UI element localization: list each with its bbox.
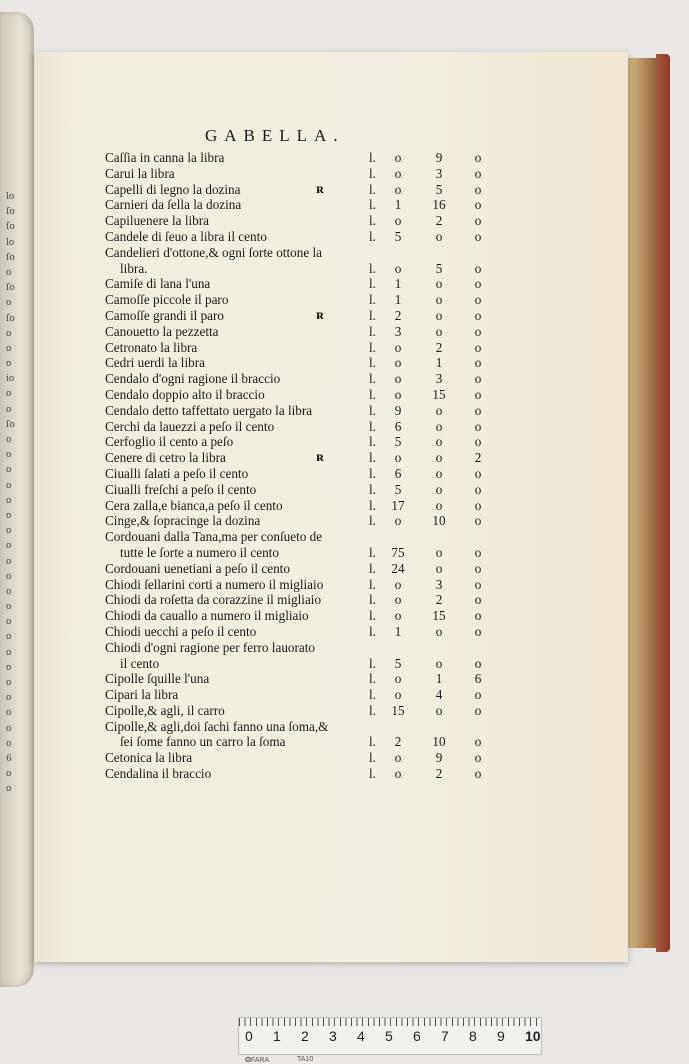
tariff-row (0, 687, 689, 703)
lire-marker: l. (369, 260, 376, 276)
value-soldi: 2 (435, 339, 443, 355)
item-name: Cendalo d'ogni ragione il braccio (105, 371, 281, 387)
value-denari: o (474, 276, 482, 292)
lire-marker: l. (369, 702, 376, 718)
margin-mark: o (6, 556, 12, 567)
margin-mark: o (6, 723, 12, 734)
lire-marker: l. (369, 339, 376, 355)
ruler-brand: ✪FARA (245, 1057, 270, 1064)
value-lire: o (394, 213, 402, 229)
tariff-row (0, 387, 689, 403)
tariff-row (0, 166, 689, 182)
item-name: Cetronato la libra (105, 339, 198, 355)
lire-marker: l. (369, 292, 376, 308)
margin-mark: o (6, 571, 12, 582)
margin-mark: o (6, 404, 12, 415)
value-denari: o (474, 181, 482, 197)
lire-marker: l. (369, 560, 376, 576)
item-name: Carui la libra (105, 165, 175, 181)
margin-mark: o (6, 617, 12, 628)
value-soldi: o (435, 481, 443, 497)
value-lire: o (394, 339, 402, 355)
tariff-row (0, 734, 689, 750)
tariff-row (0, 197, 689, 213)
value-soldi: 3 (435, 371, 443, 387)
ruler-number: 8 (469, 1028, 477, 1044)
item-name: tutte le ſorte a numero il cento (120, 544, 279, 560)
lire-marker: l. (369, 671, 376, 687)
margin-mark: o (6, 298, 12, 309)
value-lire: 5 (394, 481, 402, 497)
value-lire: 6 (394, 465, 402, 481)
value-soldi: 15 (432, 386, 446, 402)
value-lire: 6 (394, 418, 402, 434)
value-soldi: 2 (435, 766, 443, 782)
tariff-row (0, 434, 689, 450)
tariff-list (0, 150, 689, 782)
value-soldi: 5 (435, 260, 443, 276)
lire-marker: l. (369, 371, 376, 387)
value-soldi: o (435, 307, 443, 323)
value-soldi: o (435, 292, 443, 308)
value-soldi: 9 (435, 750, 443, 766)
value-soldi: 16 (432, 197, 446, 213)
lire-marker: l. (369, 434, 376, 450)
lire-marker: l. (369, 544, 376, 560)
item-name: Cinge,& ſopracinge la dozina (105, 513, 261, 529)
value-denari: o (474, 592, 482, 608)
ruler-number: 7 (441, 1028, 449, 1044)
value-soldi: 15 (432, 608, 446, 624)
ruler-number: 2 (301, 1028, 309, 1044)
margin-mark: o (6, 328, 12, 339)
lire-marker: l. (369, 228, 376, 244)
lire-marker: l. (369, 197, 376, 213)
margin-mark: o (6, 693, 12, 704)
item-name: Chiodi uecchi a peſo il cento (105, 623, 257, 639)
margin-mark: ſo (6, 283, 15, 294)
ruler-ticks (239, 1018, 541, 1026)
tariff-row (0, 245, 689, 261)
margin-mark: ſo (6, 313, 15, 324)
value-denari: o (474, 371, 482, 387)
margin-mark: o (6, 480, 12, 491)
value-soldi: o (435, 497, 443, 513)
margin-mark: o (6, 678, 12, 688)
value-soldi: o (435, 655, 443, 671)
lire-marker: l. (369, 687, 376, 703)
tariff-row (0, 656, 689, 672)
lire-marker: l. (369, 750, 376, 766)
item-name: Candele di ſeuo a libra il cento (105, 228, 267, 244)
page-heading: GABELLA. (205, 126, 345, 145)
item-name: Cordouani uenetiani a peſo il cento (105, 560, 290, 576)
value-lire: 1 (394, 623, 402, 639)
value-soldi: o (435, 402, 443, 418)
value-soldi: o (435, 228, 443, 244)
value-denari: o (474, 434, 482, 450)
lire-marker: l. (369, 481, 376, 497)
item-name: Cerfoglio il cento a peſo (105, 434, 234, 450)
tariff-row (0, 577, 689, 593)
margin-mark: o (6, 769, 12, 780)
value-lire: o (394, 671, 402, 687)
tariff-row (0, 229, 689, 245)
lire-marker: l. (369, 402, 376, 418)
tariff-row (0, 340, 689, 356)
value-lire: o (394, 260, 402, 276)
value-soldi: o (435, 465, 443, 481)
ruler-number: 5 (385, 1028, 393, 1044)
value-lire: o (394, 450, 402, 466)
ruler-number: 0 (245, 1028, 253, 1044)
value-denari: o (474, 734, 482, 750)
value-lire: o (394, 766, 402, 782)
item-name: Cedri uerdi la libra (105, 355, 205, 371)
value-lire: 75 (391, 544, 405, 560)
lire-marker: l. (369, 608, 376, 624)
ruler-number: 1 (273, 1028, 281, 1044)
item-name: libra. (120, 260, 148, 276)
value-denari: o (474, 402, 482, 418)
value-denari: o (474, 608, 482, 624)
tariff-row (0, 640, 689, 656)
lire-marker: l. (369, 181, 376, 197)
margin-mark: ſo (6, 222, 15, 233)
tariff-row (0, 261, 689, 277)
value-denari: o (474, 213, 482, 229)
tariff-row (0, 624, 689, 640)
value-lire: o (394, 355, 402, 371)
tariff-row (0, 324, 689, 340)
margin-mark: io (6, 374, 15, 385)
value-denari: o (474, 260, 482, 276)
value-soldi: 3 (435, 165, 443, 181)
margin-mark: lo (6, 192, 15, 202)
tariff-row (0, 150, 689, 166)
tariff-row (0, 276, 689, 292)
tariff-row (0, 466, 689, 482)
ruler-number: 9 (497, 1028, 505, 1044)
lire-marker: l. (369, 513, 376, 529)
value-lire: 5 (394, 228, 402, 244)
margin-mark: o (6, 465, 12, 476)
item-name: Caſſia in canna la libra (105, 150, 225, 165)
scale-ruler (238, 1017, 542, 1064)
value-denari: o (474, 307, 482, 323)
value-denari: o (474, 228, 482, 244)
value-soldi: o (435, 418, 443, 434)
lire-marker: l. (369, 655, 376, 671)
value-soldi: o (435, 434, 443, 450)
item-name: Candelieri d'ottone,& ogni ſorte ottone la (105, 244, 322, 260)
ruler-code: TA10 (297, 1056, 314, 1063)
value-lire: o (394, 181, 402, 197)
item-name: Cenere di cetro la libra (105, 450, 226, 466)
value-lire: 1 (394, 292, 402, 308)
ruler-number: 4 (357, 1028, 365, 1044)
value-denari: o (474, 292, 482, 308)
value-denari: o (474, 165, 482, 181)
item-name: Cendalo doppio alto il braccio (105, 386, 265, 402)
value-lire: 2 (394, 734, 402, 750)
value-soldi: 3 (435, 576, 443, 592)
item-name: il cento (120, 655, 160, 671)
ruler-number: 6 (413, 1028, 421, 1044)
value-lire: o (394, 150, 402, 165)
value-lire: o (394, 386, 402, 402)
item-name: Cendalina il braccio (105, 766, 212, 782)
value-soldi: 9 (435, 150, 443, 165)
value-lire: 3 (394, 323, 402, 339)
value-lire: o (394, 608, 402, 624)
tariff-row (0, 719, 689, 735)
item-name: Cipolle,& agli,doi ſachi fanno una ſoma,& (105, 718, 329, 734)
margin-mark: o (6, 495, 12, 506)
lire-marker: l. (369, 150, 376, 165)
value-lire: 15 (391, 702, 405, 718)
value-soldi: 2 (435, 592, 443, 608)
item-mark: ʀ (316, 307, 325, 323)
value-lire: o (394, 371, 402, 387)
lire-marker: l. (369, 355, 376, 371)
value-lire: 17 (391, 497, 405, 513)
tariff-row (0, 592, 689, 608)
ruler-number: 10 (525, 1028, 541, 1044)
item-name: Camoſſe grandi il paro (105, 307, 225, 323)
value-lire: 5 (394, 655, 402, 671)
value-soldi: o (435, 623, 443, 639)
lire-marker: l. (369, 323, 376, 339)
margin-mark: o (6, 510, 12, 521)
value-denari: o (474, 513, 482, 529)
tariff-row (0, 703, 689, 719)
tariff-row (0, 371, 689, 387)
value-soldi: 2 (435, 213, 443, 229)
tariff-row (0, 213, 689, 229)
value-denari: o (474, 766, 482, 782)
margin-mark: o (6, 389, 12, 400)
value-soldi: 5 (435, 181, 443, 197)
item-name: Chiodi d'ogni ragione per ferro lauorato (105, 639, 316, 655)
value-lire: o (394, 576, 402, 592)
lire-marker: l. (369, 734, 376, 750)
margin-mark: ſo (6, 207, 15, 218)
value-denari: o (474, 355, 482, 371)
margin-mark: o (6, 435, 12, 445)
value-denari: o (474, 418, 482, 434)
value-denari: o (474, 386, 482, 402)
lire-marker: l. (369, 307, 376, 323)
margin-mark: o (6, 632, 12, 643)
lire-marker: l. (369, 465, 376, 481)
value-lire: o (394, 165, 402, 181)
margin-mark: o (6, 738, 12, 749)
item-name: Capelli di legno la dozina (105, 181, 241, 197)
value-soldi: 10 (432, 513, 446, 529)
item-name: Capiluenere la libra (105, 213, 209, 229)
value-denari: o (474, 323, 482, 339)
tariff-row (0, 766, 689, 782)
item-name: Cera zalla,e bianca,a peſo il cento (105, 497, 283, 513)
value-soldi: o (435, 702, 443, 718)
lire-marker: l. (369, 497, 376, 513)
item-name: Ciualli ſalati a peſo il cento (105, 465, 249, 481)
margin-mark: o (6, 784, 12, 795)
value-denari: 2 (474, 450, 482, 466)
tariff-row (0, 292, 689, 308)
margin-mark: ſo (6, 419, 15, 430)
margin-mark: o (6, 359, 12, 370)
value-soldi: o (435, 323, 443, 339)
lire-marker: l. (369, 623, 376, 639)
item-name: Cipolle,& agli, il carro (105, 702, 225, 718)
margin-mark: o (6, 267, 12, 278)
tariff-row (0, 608, 689, 624)
tariff-row (0, 482, 689, 498)
tariff-row (0, 355, 689, 371)
margin-mark: o (6, 526, 12, 537)
item-name: Camoſſe piccole il paro (105, 292, 229, 308)
tariff-row (0, 529, 689, 545)
lire-marker: l. (369, 276, 376, 292)
tariff-row (0, 308, 689, 324)
item-name: Chiodi da cauallo a numero il migliaio (105, 608, 309, 624)
lire-marker: l. (369, 576, 376, 592)
margin-mark: o (6, 586, 12, 597)
item-name: Camiſe di lana l'una (105, 276, 211, 292)
item-name: Cendalo detto taffettato uergato la libra (105, 402, 313, 418)
value-denari: o (474, 339, 482, 355)
value-soldi: 10 (432, 734, 446, 750)
tariff-row (0, 182, 689, 198)
item-name: Cipolle ſquille l'una (105, 671, 210, 687)
lire-marker: l. (369, 165, 376, 181)
margin-mark: o (6, 541, 12, 552)
tariff-row (0, 450, 689, 466)
value-lire: o (394, 592, 402, 608)
tariff-row (0, 671, 689, 687)
tariff-row (0, 403, 689, 419)
value-denari: o (474, 497, 482, 513)
value-soldi: o (435, 560, 443, 576)
lire-marker: l. (369, 592, 376, 608)
item-name: Canouetto la pezzetta (105, 323, 219, 339)
value-soldi: o (435, 450, 443, 466)
value-denari: o (474, 702, 482, 718)
item-name: Carnieri da ſella la dozina (105, 197, 242, 213)
item-name: Chiodi ſellarini corti a numero il migliaio (105, 576, 324, 592)
value-lire: 24 (391, 560, 405, 576)
item-name: ſei ſome fanno un carro la ſoma (120, 734, 286, 750)
margin-mark: o (6, 647, 12, 658)
value-lire: 9 (394, 402, 402, 418)
tariff-row (0, 498, 689, 514)
value-soldi: o (435, 544, 443, 560)
value-denari: o (474, 560, 482, 576)
item-name: Cordouani dalla Tana,ma per conſueto de (105, 529, 323, 545)
value-denari: o (474, 150, 482, 165)
margin-mark: ſo (6, 252, 15, 263)
value-lire: 2 (394, 307, 402, 323)
margin-mark: lo (6, 237, 15, 248)
lire-marker: l. (369, 386, 376, 402)
lire-marker: l. (369, 450, 376, 466)
value-denari: o (474, 544, 482, 560)
value-denari: o (474, 576, 482, 592)
margin-mark: 6 (6, 753, 12, 764)
lire-marker: l. (369, 418, 376, 434)
value-denari: o (474, 750, 482, 766)
item-name: Cetonica la libra (105, 750, 193, 766)
value-denari: o (474, 623, 482, 639)
value-lire: 5 (394, 434, 402, 450)
margin-mark: o (6, 343, 12, 354)
value-denari: o (474, 197, 482, 213)
tariff-row (0, 750, 689, 766)
lire-marker: l. (369, 213, 376, 229)
margin-mark: o (6, 662, 12, 673)
item-name: Ciualli freſchi a peſo il cento (105, 481, 257, 497)
ruler-numbers (239, 1028, 541, 1048)
tariff-row (0, 561, 689, 577)
item-mark: ʀ (316, 181, 325, 197)
value-lire: o (394, 513, 402, 529)
value-lire: o (394, 750, 402, 766)
margin-mark: o (6, 708, 12, 719)
item-name: Cerchi da lauezzi a peſo il cento (105, 418, 275, 434)
value-denari: 6 (474, 671, 482, 687)
value-soldi: 1 (435, 671, 443, 687)
value-denari: o (474, 465, 482, 481)
value-lire: 1 (394, 197, 402, 213)
tariff-row (0, 545, 689, 561)
value-soldi: 4 (435, 687, 443, 703)
tariff-row (0, 419, 689, 435)
value-denari: o (474, 481, 482, 497)
value-soldi: 1 (435, 355, 443, 371)
item-mark: ʀ (316, 450, 325, 466)
ruler-number: 3 (329, 1028, 337, 1044)
value-soldi: o (435, 276, 443, 292)
lire-marker: l. (369, 766, 376, 782)
margin-mark: o (6, 450, 12, 461)
item-name: Chiodi da roſetta da corazzine il migliaio (105, 592, 322, 608)
tariff-row (0, 513, 689, 529)
value-denari: o (474, 655, 482, 671)
value-lire: o (394, 687, 402, 703)
margin-mark: o (6, 602, 12, 613)
item-name: Cipari la libra (105, 687, 179, 703)
value-denari: o (474, 687, 482, 703)
value-lire: 1 (394, 276, 402, 292)
